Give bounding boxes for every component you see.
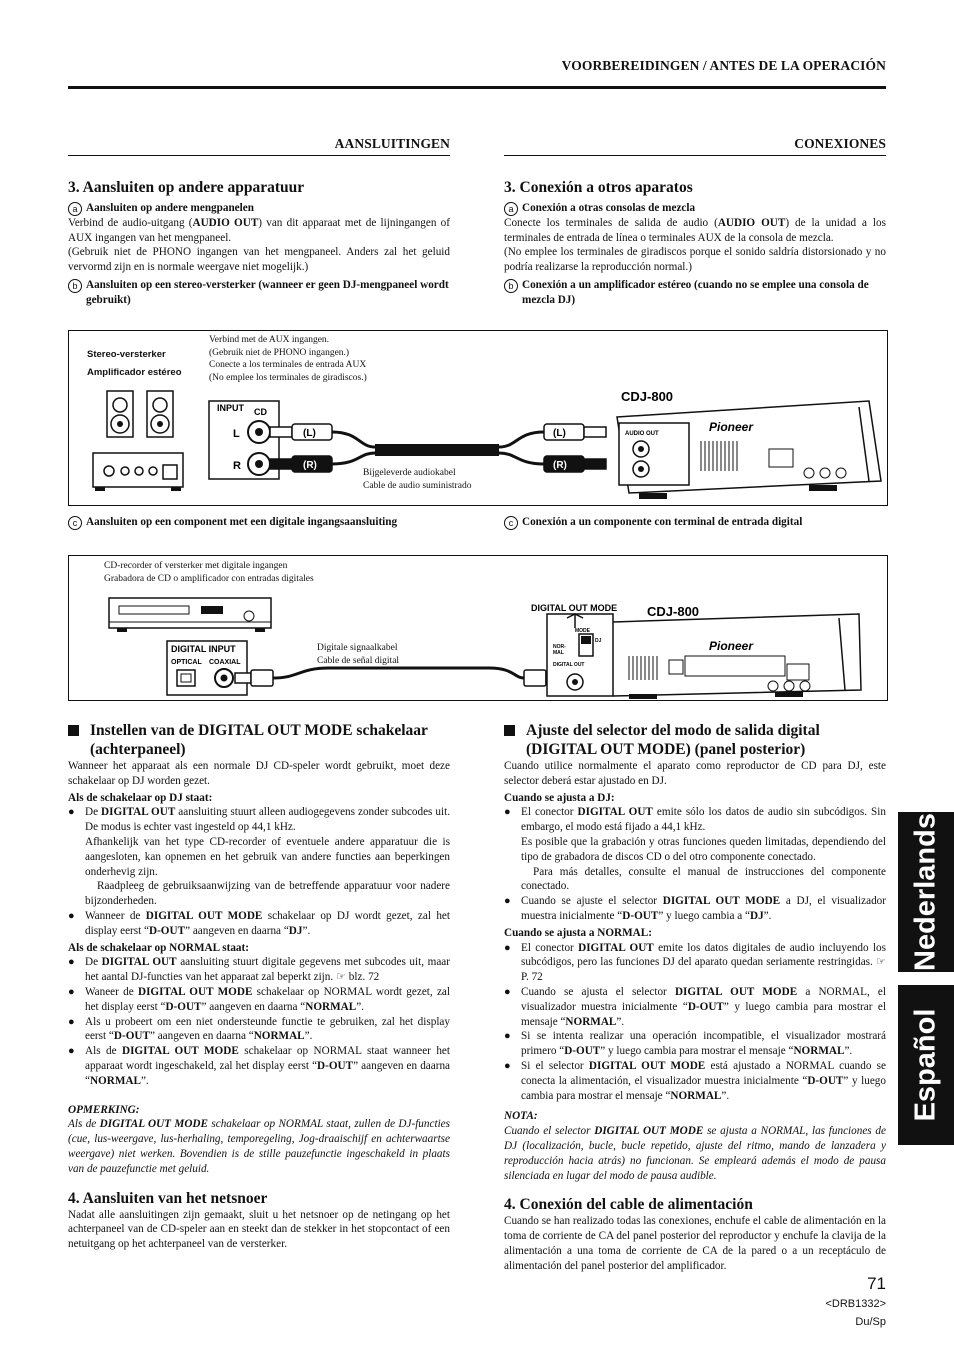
svg-text:INPUT: INPUT	[217, 403, 244, 413]
svg-text:CD: CD	[254, 407, 267, 417]
es-a-paragraph: Conecte los terminales de salida de audio (AUDIO OUT) de la unidad a los terminales de entrada de línea o terminales AUX de la consola de mezcla.	[504, 216, 886, 244]
svg-text:(R): (R)	[303, 460, 317, 471]
digital-cable-label: Digitale signaalkabel Cable de señal digital	[317, 643, 400, 666]
svg-text:L: L	[233, 428, 240, 440]
svg-text:Pioneer: Pioneer	[709, 639, 754, 653]
es-a-paragraph-2: (No emplee los terminales de giradiscos porque el sonido saldría distorsionado y no podría realizarse la reproducción normal.)	[504, 246, 886, 274]
svg-text:OPTICAL: OPTICAL	[171, 659, 202, 666]
svg-text:NOR-: NOR-	[553, 644, 566, 650]
svg-text:AUDIO OUT: AUDIO OUT	[625, 431, 659, 437]
svg-text:(L): (L)	[303, 428, 316, 439]
right-subheader: CONEXIONES	[794, 136, 886, 151]
nl-normal-bullet-4: ● Als de DIGITAL OUT MODE schakelaar op NORMAL staat wanneer het apparaat wordt ingeschakeld, zal het display eerst “D-OUT” aangeven en daarna “NORMAL”.	[68, 1044, 450, 1088]
svg-text:DIGITAL OUT MODE: DIGITAL OUT MODE	[531, 603, 618, 613]
analog-diagram-art	[69, 331, 887, 505]
left-subheader-rule	[68, 155, 450, 156]
es-heading-4: 4. Conexión del cable de alimentación	[504, 1196, 753, 1214]
es-item-a	[504, 201, 886, 216]
amplifier-icon	[93, 453, 183, 491]
es-normal-bullet-1: ● El conector DIGITAL OUT emite los datos digitales de audio incluyendo los subcódigos, pero las funciones DJ del aparato quedan seriamente restringidas. ☞ P. 72	[504, 941, 886, 985]
speaker-right-icon	[147, 391, 173, 437]
es-heading-3: 3. Conexión a otros aparatos	[504, 179, 693, 196]
nl-item-b	[68, 278, 450, 308]
svg-text:DIGITAL OUT: DIGITAL OUT	[553, 662, 585, 668]
left-subheader: AANSLUITINGEN	[334, 136, 450, 151]
nl-item-a-title: Aansluiten op andere mengpanelen	[86, 202, 254, 214]
circle-c-icon: c	[504, 516, 518, 530]
svg-text:MAL: MAL	[553, 650, 564, 656]
nl-heading-3: 3. Aansluiten op andere apparatuur	[68, 179, 305, 196]
es-normal-bullet-2: ● Cuando se ajusta el selector DIGITAL OUT MODE a NORMAL, el visualizador muestra inicialmente “D-OUT” y luego cambia para mostrar el mensaje “NORMAL”.	[504, 985, 886, 1029]
svg-text:COAXIAL: COAXIAL	[209, 659, 241, 666]
digital-diagram-art	[69, 556, 887, 700]
nl-power-paragraph: Nadat alle aansluitingen zijn gemaakt, sluit u het netsnoer op de netingang op het achterpaneel van de CD-speler aan en steekt dan de stekker in het stopcontact of een netuitgang op het achterpaneel van de versterker.	[68, 1208, 450, 1251]
language-code: Du/Sp	[855, 1316, 886, 1328]
svg-text:(L): (L)	[553, 428, 566, 439]
doc-code: <DRB1332>	[825, 1298, 886, 1310]
section-header: VOORBEREIDINGEN / ANTES DE LA OPERACIÓN	[561, 58, 886, 73]
es-digital-out-section	[504, 721, 886, 1274]
header-rule	[68, 86, 886, 89]
cdj800-rear-panel	[617, 389, 881, 499]
tab-nederlands[interactable]: Nederlands	[898, 812, 954, 972]
es-item-a-title: Conexión a otras consolas de mezcla	[522, 202, 696, 214]
es-power-paragraph: Cuando se han realizado todas las conexiones, enchufe el cable de alimentación en la toma de corriente de CA del panel posterior del reproductor y enchufe la clavija de la alimentación a una toma de corriente de CA de la pared o a un receptáculo de alimentación del panel posterior del amplificador.	[504, 1215, 886, 1272]
nl-intro-block	[68, 178, 450, 308]
nl-heading-4: 4. Aansluiten van het netsnoer	[68, 1189, 268, 1207]
nl-digital-out-heading: Instellen van de DIGITAL OUT MODE schakelaar (achterpaneel)	[68, 721, 450, 759]
svg-text:CDJ-800: CDJ-800	[647, 604, 700, 619]
circle-a-icon: a	[504, 202, 518, 216]
amplifier-label: Stereo-versterker Amplificador estéreo	[87, 349, 182, 378]
circle-b-icon: b	[504, 279, 518, 293]
circle-c-icon: c	[68, 516, 82, 530]
nl-item-b-title: Aansluiten op een stereo-versterker (wanneer er geen DJ-mengpaneel wordt gebruikt)	[86, 278, 449, 306]
es-digital-out-intro: Cuando utilice normalmente el aparato como reproductor de CD para DJ, este selector deberá estar ajustado en DJ.	[504, 760, 886, 787]
es-dj-bullet-1: ● El conector DIGITAL OUT emite sólo los datos de audio sin subcódigos. Sin embargo, el modo está fijado a 44,1 kHz. Es posible que la grabación y otras funciones queden limitadas, dependiendo del tipo de grabadora de discos CD o del otro componente conectado. Para más detalles, consulte el manual de instrucciones del componente conectado.	[504, 805, 886, 894]
cd-recorder-icon	[109, 598, 271, 632]
amp-input-panel	[209, 401, 279, 479]
es-item-b	[504, 278, 886, 308]
audio-cable-label: Bijgeleverde audiokabel Cable de audio suministrado	[363, 468, 472, 491]
es-normal-label: Cuando se ajusta a NORMAL:	[504, 926, 652, 939]
nl-item-c	[68, 515, 450, 530]
nl-digital-out-intro: Wanneer het apparaat als een normale DJ CD-speler wordt gebruikt, moet deze schakelaar op DJ worden gezet.	[68, 760, 450, 787]
right-subheader-rule	[504, 155, 886, 156]
svg-text:R: R	[233, 460, 241, 472]
nl-note: OPMERKING: Als de DIGITAL OUT MODE schakelaar op NORMAL staat, zullen de DJ-functies (cue, lus-weergave, lus-herhaling, temporegeling, Jog-draaischijf en achterwaartse weergave) niet werken. Bovendien is de stille pauzefunctie ingeschakeld in plaats van de pauzefunctie met geluid.	[68, 1103, 450, 1175]
right-rca-plugs	[544, 424, 606, 472]
es-note-label: NOTA:	[504, 1110, 538, 1123]
es-dj-bullet-2: ● Cuando se ajuste el selector DIGITAL OUT MODE a DJ, el visualizador muestra inicialmente “D-OUT” y luego cambia a “DJ”.	[504, 894, 886, 924]
es-normal-bullet-4: ● Si el selector DIGITAL OUT MODE está ajustado a NORMAL cuando se conecta la alimentación, el visualizador muestra inicialmente “D-OUT” y luego cambia para mostrar el mensaje “NORMAL”.	[504, 1059, 886, 1103]
nl-digital-out-section	[68, 721, 450, 1252]
svg-text:DJ: DJ	[595, 638, 602, 644]
nl-a-paragraph: Verbind de audio-uitgang (AUDIO OUT) van dit apparaat met de lijningangen of AUX ingangen van het mengpaneel.	[68, 216, 450, 244]
es-normal-bullet-3: ● Si se intenta realizar una operación incompatible, el visualizador mostrará primero “D-OUT” y luego cambia para mostrar el mensaje “NORMAL”.	[504, 1029, 886, 1059]
page-number: 71	[867, 1274, 886, 1293]
nl-note-label: OPMERKING:	[68, 1103, 140, 1116]
nl-dj-label: Als de schakelaar op DJ staat:	[68, 791, 213, 804]
square-bullet-icon	[68, 725, 79, 736]
es-item-c	[504, 515, 886, 530]
digital-connection-diagram	[68, 555, 888, 701]
svg-text:Pioneer: Pioneer	[709, 420, 754, 434]
es-dj-label: Cuando se ajusta a DJ:	[504, 791, 615, 804]
nl-normal-bullet-2: ● Waneer de DIGITAL OUT MODE schakelaar op NORMAL wordt gezet, zal het display eerst “D-OUT” aangeven en daarna “NORMAL”.	[68, 985, 450, 1015]
es-digital-out-heading: Ajuste del selector del modo de salida digital (DIGITAL OUT MODE) (panel posterior)	[504, 721, 886, 759]
aux-note: Verbind met de AUX ingangen. (Gebruik niet de PHONO ingangen.) Conecte a los terminales de entrada AUX (No emplee los terminales de giradiscos.)	[209, 335, 367, 383]
nl-item-a	[68, 201, 450, 216]
digital-input-panel	[167, 641, 247, 695]
nl-normal-bullet-1: ● De DIGITAL OUT aansluiting stuurt digitale gegevens met subcodes uit, maar het aantal DJ-functies van het apparaat zal beperkt zijn. ☞ blz. 72	[68, 955, 450, 985]
speaker-left-icon	[107, 391, 133, 437]
nl-dj-bullet-2: ● Wanneer de DIGITAL OUT MODE schakelaar op DJ wordt gezet, zal het display eerst “D-OUT” aangeven en daarna “DJ”.	[68, 909, 450, 939]
es-item-c-title: Conexión a un componente con terminal de entrada digital	[522, 516, 803, 528]
es-intro-block	[504, 178, 886, 308]
svg-text:CDJ-800: CDJ-800	[621, 389, 674, 404]
tab-espanol[interactable]: Español	[898, 985, 954, 1145]
nl-item-c-title: Aansluiten op een component met een digitale ingangsaansluiting	[86, 516, 398, 528]
nl-normal-bullet-3: ● Als u probeert om een niet ondersteunde functie te gebruiken, zal het display eerst “D-OUT” aangeven en daarna “NORMAL”.	[68, 1015, 450, 1045]
svg-text:(R): (R)	[553, 460, 567, 471]
square-bullet-icon	[504, 725, 515, 736]
nl-dj-bullet-1: ● De DIGITAL OUT aansluiting stuurt alleen audiogegevens zonder subcodes uit. De modus is echter vast ingesteld op 44,1 kHz. Afhankelijk van het type CD-recorder of eventuele andere apparatuur die is aangesloten, kan opnemen en het gebruik van andere functies aan beperkingen onderhevig zijn. Raadpleeg de gebruiksaanwijzing van de betreffende apparatuur voor nadere bijzonderheden.	[68, 805, 450, 909]
circle-a-icon: a	[68, 202, 82, 216]
nl-normal-label: Als de schakelaar op NORMAL staat:	[68, 941, 249, 954]
analog-connection-diagram	[68, 330, 888, 506]
cdj800-digital-panel	[531, 603, 861, 699]
recorder-caption: CD-recorder of versterker met digitale ingangen Grabadora de CD o amplificador con entradas digitales	[104, 561, 314, 584]
es-note: NOTA: Cuando el selector DIGITAL OUT MODE se ajusta a NORMAL, las funciones de DJ (localización, bucle, bucle repetido, ajuste del ritmo, mando de lanzadera y reproducción hacia atrás) no funcionan. Se empleará además el modo de pausa silenciada en lugar del modo de pausa audible.	[504, 1110, 886, 1182]
svg-text:MODE: MODE	[575, 628, 590, 634]
es-item-b-title: Conexión a un amplificador estéreo (cuando no se emplee una consola de mezcla DJ)	[522, 278, 869, 306]
circle-b-icon: b	[68, 279, 82, 293]
svg-text:DIGITAL INPUT: DIGITAL INPUT	[171, 644, 236, 654]
nl-a-paragraph-2: (Gebruik niet de PHONO ingangen van het mengpaneel. Anders zal het geluid vervormd zijn en is normale weergave niet mogelijk.)	[68, 246, 450, 274]
